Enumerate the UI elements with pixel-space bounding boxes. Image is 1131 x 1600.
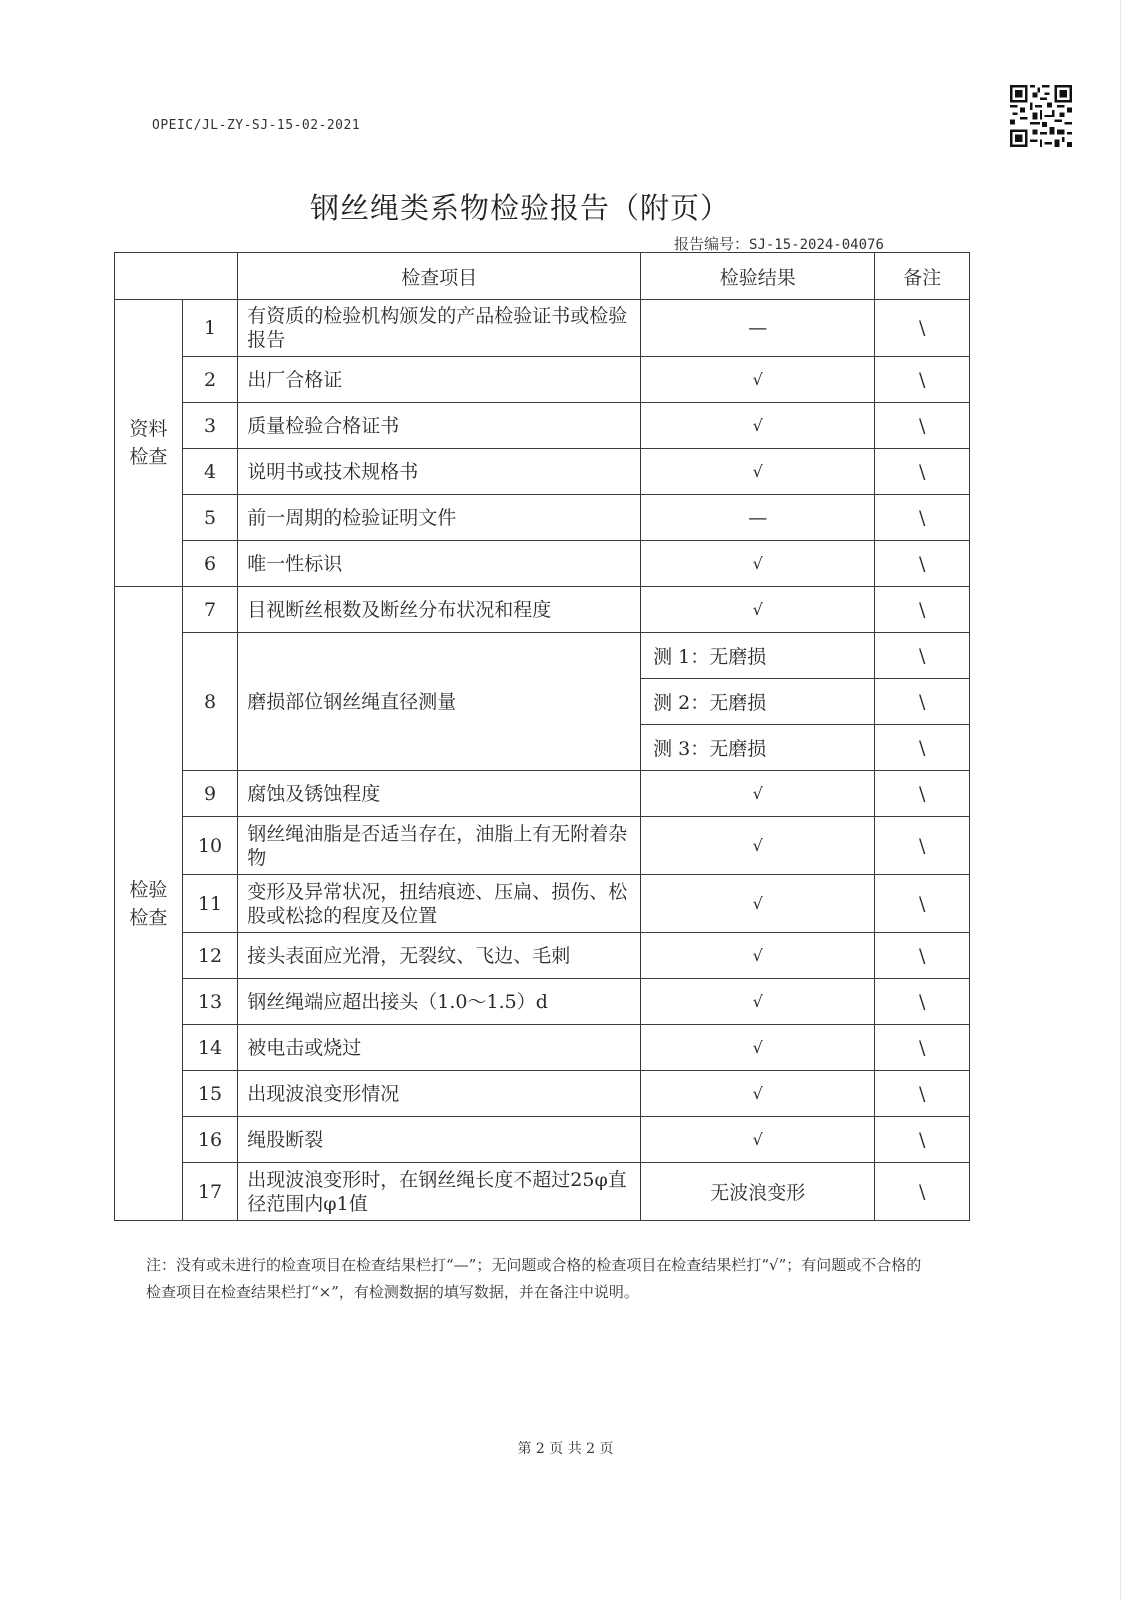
report-title: 钢丝绳类系物检验报告（附页） — [310, 191, 731, 225]
header-blank-cell — [115, 253, 238, 300]
row-remark: \ — [875, 495, 970, 541]
table-row — [115, 1163, 970, 1221]
row-item: 唯一性标识 — [238, 541, 641, 587]
table-row — [115, 403, 970, 449]
table-row — [115, 1071, 970, 1117]
table-row — [115, 875, 970, 933]
row-remark: \ — [875, 357, 970, 403]
row-remark: \ — [875, 1071, 970, 1117]
table-row — [115, 979, 970, 1025]
table-row — [115, 449, 970, 495]
table-row — [115, 633, 970, 679]
row-result: √ — [641, 587, 875, 633]
qr-code-icon — [1010, 85, 1072, 147]
page-edge-line — [1120, 0, 1121, 1600]
document-code: OPEIC/JL-ZY-SJ-15-02-2021 — [152, 118, 361, 133]
row-number: 14 — [182, 1025, 237, 1071]
row-number: 5 — [182, 495, 237, 541]
row-number: 13 — [182, 979, 237, 1025]
row-remark: \ — [875, 633, 970, 679]
row-remark: \ — [875, 449, 970, 495]
row-result: √ — [641, 979, 875, 1025]
table-row — [115, 817, 970, 875]
row-number: 7 — [182, 587, 237, 633]
table-row — [115, 1117, 970, 1163]
row-item: 说明书或技术规格书 — [238, 449, 641, 495]
row-subresult: 测 1：无磨损 — [641, 633, 875, 679]
table-row — [115, 933, 970, 979]
row-number: 17 — [182, 1163, 237, 1221]
table-row — [115, 357, 970, 403]
report-number-label: 报告编号： — [674, 235, 750, 253]
row-remark: \ — [875, 875, 970, 933]
row-result: √ — [641, 1025, 875, 1071]
table-row — [115, 300, 970, 357]
row-remark: \ — [875, 979, 970, 1025]
category-document-check: 资料检查 — [115, 300, 183, 587]
row-remark: \ — [875, 679, 970, 725]
row-result: √ — [641, 449, 875, 495]
row-subresult: 测 2：无磨损 — [641, 679, 875, 725]
row-number: 6 — [182, 541, 237, 587]
row-number: 11 — [182, 875, 237, 933]
row-number: 3 — [182, 403, 237, 449]
inspection-table — [114, 252, 970, 1221]
report-number-value: SJ-15-2024-04076 — [749, 237, 884, 253]
row-remark: \ — [875, 933, 970, 979]
header-remark: 备注 — [875, 253, 970, 300]
row-number: 15 — [182, 1071, 237, 1117]
row-remark: \ — [875, 725, 970, 771]
row-result: — — [641, 495, 875, 541]
row-number: 8 — [182, 633, 237, 771]
header-item: 检查项目 — [238, 253, 641, 300]
report-number — [674, 233, 884, 254]
row-item: 前一周期的检验证明文件 — [238, 495, 641, 541]
row-remark: \ — [875, 541, 970, 587]
row-result: √ — [641, 403, 875, 449]
row-number: 10 — [182, 817, 237, 875]
row-result: √ — [641, 933, 875, 979]
row-remark: \ — [875, 403, 970, 449]
row-item: 被电击或烧过 — [238, 1025, 641, 1071]
row-result: √ — [641, 357, 875, 403]
row-item: 目视断丝根数及断丝分布状况和程度 — [238, 587, 641, 633]
row-result: √ — [641, 1071, 875, 1117]
table-row — [115, 587, 970, 633]
row-result: √ — [641, 771, 875, 817]
row-item: 钢丝绳油脂是否适当存在，油脂上有无附着杂物 — [238, 817, 641, 875]
table-row — [115, 1025, 970, 1071]
row-number: 2 — [182, 357, 237, 403]
row-result: 无波浪变形 — [641, 1163, 875, 1221]
row-result: √ — [641, 541, 875, 587]
row-result: √ — [641, 1117, 875, 1163]
row-item: 出厂合格证 — [238, 357, 641, 403]
row-item: 变形及异常状况，扭结痕迹、压扁、损伤、松股或松捻的程度及位置 — [238, 875, 641, 933]
row-remark: \ — [875, 1117, 970, 1163]
row-number: 9 — [182, 771, 237, 817]
row-result: √ — [641, 875, 875, 933]
row-item: 钢丝绳端应超出接头（1.0～1.5）d — [238, 979, 641, 1025]
row-remark: \ — [875, 1163, 970, 1221]
row-remark: \ — [875, 1025, 970, 1071]
row-number: 12 — [182, 933, 237, 979]
page-number: 第 2 页 共 2 页 — [517, 1441, 614, 1457]
table-header-row — [115, 253, 970, 300]
table-row — [115, 771, 970, 817]
row-item: 绳股断裂 — [238, 1117, 641, 1163]
row-remark: \ — [875, 587, 970, 633]
row-number: 1 — [182, 300, 237, 357]
row-item: 磨损部位钢丝绳直径测量 — [238, 633, 641, 771]
table-row — [115, 541, 970, 587]
row-result: √ — [641, 817, 875, 875]
row-remark: \ — [875, 817, 970, 875]
row-item: 质量检验合格证书 — [238, 403, 641, 449]
row-item: 出现波浪变形情况 — [238, 1071, 641, 1117]
row-item: 出现波浪变形时，在钢丝绳长度不超过25φ直径范围内φ1值 — [238, 1163, 641, 1221]
row-number: 4 — [182, 449, 237, 495]
row-item: 腐蚀及锈蚀程度 — [238, 771, 641, 817]
row-remark: \ — [875, 771, 970, 817]
row-subresult: 测 3：无磨损 — [641, 725, 875, 771]
table-row — [115, 495, 970, 541]
row-remark: \ — [875, 300, 970, 357]
row-item: 接头表面应光滑，无裂纹、飞边、毛刺 — [238, 933, 641, 979]
header-result: 检验结果 — [641, 253, 875, 300]
footnote: 注：没有或未进行的检查项目在检查结果栏打“—”；无问题或合格的检查项目在检查结果栏打“√”；有问题或不合格的检查项目在检查结果栏打“×”，有检测数据的填写数据，并在备注中说明。 — [146, 1256, 922, 1301]
row-number: 16 — [182, 1117, 237, 1163]
row-item: 有资质的检验机构颁发的产品检验证书或检验报告 — [238, 300, 641, 357]
row-result: — — [641, 300, 875, 357]
category-inspection-check: 检验检查 — [115, 587, 183, 1221]
